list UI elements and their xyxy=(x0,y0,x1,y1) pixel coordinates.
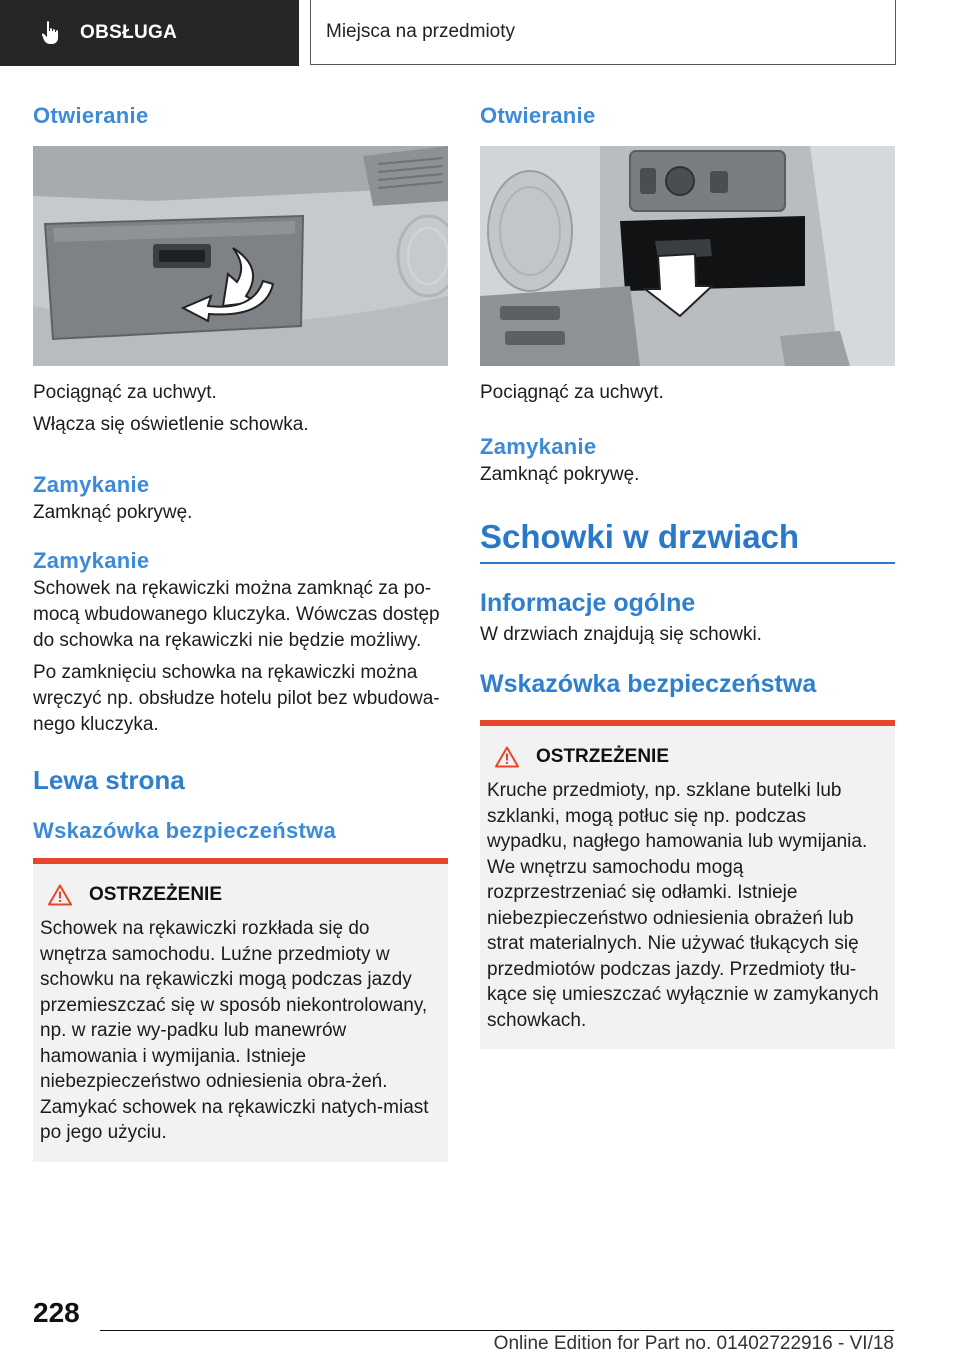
warning-triangle-icon xyxy=(495,746,519,768)
warning-box-left xyxy=(33,858,448,1162)
heading-zamykanie-left-1: Zamykanie xyxy=(33,472,150,497)
heading-zamykanie-right: Zamykanie xyxy=(480,434,597,459)
paragraph: Pociągnąć za uchwyt. xyxy=(480,382,664,403)
warning-title: OSTRZEŻENIE xyxy=(536,746,670,767)
lower-compartment-photo xyxy=(480,146,895,366)
left-column xyxy=(33,96,448,1162)
heading-informacje-ogolne: Informacje ogólne xyxy=(480,589,696,617)
warning-text: Schowek na rękawiczki rozkłada się do wnętrza samochodu. Luźne przedmioty w schowku na rękawiczki mogą podczas jazdy przemieszczać się w sposób niekontrolowany, np. w razie wy-padku lub manewrów hamowania i wymijania. Istnieje niebezpieczeństwo odniesienia obra-żeń. Zamykać schowek na rękawiczki natych-miast po jego użyciu. xyxy=(40,918,429,1143)
heading-lewa-strona: Lewa strona xyxy=(33,765,185,795)
edition-label: Online Edition for Part no. 01402722916 - VI/18 xyxy=(493,1333,894,1354)
heading-schowki-w-drzwiach: Schowki w drzwiach xyxy=(480,518,800,555)
heading-wskazowka-right: Wskazówka bezpieczeństwa xyxy=(480,670,817,698)
page-number: 228 xyxy=(33,1297,80,1328)
warning-text: Kruche przedmioty, np. szklane butelki lub szklanki, mogą potłuc się np. podczas wypadku, nagłego hamowania lub wymijania. We wnętrzu samochodu mogą rozprzestrzeniać się odłamki. Istnieje niebezpieczeństwo odniesienia obrażeń lub strat materialnych. Nie używać tłukących się przedmiotów podczas jazdy. Przedmioty tłu-kące się umieszczać wyłącznie w zamykanych schowkach. xyxy=(487,780,879,1031)
warning-title-row xyxy=(48,884,440,906)
paragraph: Schowek na rękawiczki można zamknąć za po-mocą wbudowanego kluczyka. Wówczas dostęp do schowka na rękawiczki nie będzie możliwy. xyxy=(33,578,440,651)
glovebox-photo xyxy=(33,146,448,366)
heading-otwieranie-right: Otwieranie xyxy=(480,103,596,128)
chapter-tab[interactable] xyxy=(310,0,896,65)
paragraph: Włącza się oświetlenie schowka. xyxy=(33,414,309,435)
paragraph: Zamknąć pokrywę. xyxy=(33,502,193,523)
warning-title: OSTRZEŻENIE xyxy=(89,884,223,905)
section-label: OBSŁUGA xyxy=(80,22,178,43)
warning-triangle-icon xyxy=(48,884,72,906)
heading-wskazowka-left: Wskazówka bezpieczeństwa xyxy=(33,818,337,843)
paragraph: Zamknąć pokrywę. xyxy=(480,464,640,485)
paragraph: Pociągnąć za uchwyt. xyxy=(33,382,217,403)
heading-rule xyxy=(480,562,895,564)
footer-rule xyxy=(100,1330,894,1331)
right-column xyxy=(480,96,895,1049)
hand-pointer-icon xyxy=(40,20,64,46)
section-tab[interactable] xyxy=(0,0,299,66)
heading-otwieranie-left: Otwieranie xyxy=(33,103,149,128)
chapter-label: Miejsca na przedmioty xyxy=(326,21,516,42)
warning-box-right xyxy=(480,720,895,1049)
warning-title-row xyxy=(495,746,887,768)
page-header xyxy=(0,0,960,66)
paragraph: Po zamknięciu schowka na rękawiczki można wręczyć np. obsłudze hotelu pilot bez wbudowa-nego kluczyka. xyxy=(33,662,440,735)
heading-zamykanie-left-2: Zamykanie xyxy=(33,548,150,573)
paragraph: W drzwiach znajdują się schowki. xyxy=(480,624,762,645)
